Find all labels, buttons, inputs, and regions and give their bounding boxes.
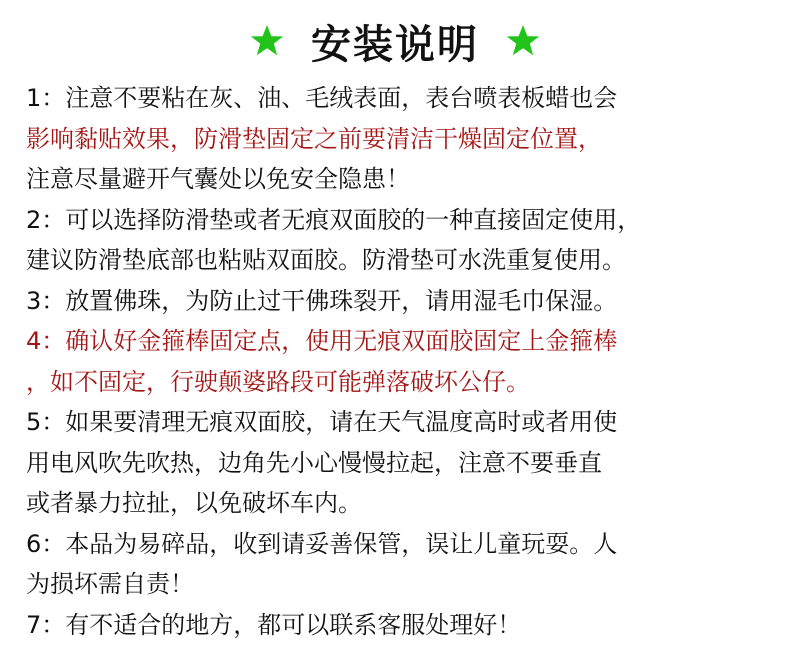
instruction-line: 或者暴力拉扯，以免破坏车内。 — [26, 489, 362, 517]
star-icon — [505, 23, 541, 59]
instruction-line: 7：有不适合的地方，都可以联系客服处理好！ — [26, 610, 522, 639]
instruction-line: 5：如果要清理无痕双面胶，请在天气温度高时或者用使 — [26, 408, 618, 436]
header — [0, 8, 790, 74]
instruction-line: 注意尽量避开气囊处以免安全隐患！ — [26, 165, 410, 193]
instruction-list — [26, 78, 776, 645]
instruction-line: 建议防滑垫底部也粘贴双面胶。防滑垫可水洗重复使用。 — [26, 246, 626, 274]
instruction-line: 6：本品为易碎品，收到请妥善保管，误让儿童玩耍。人 — [26, 529, 618, 558]
instruction-line: 4：确认好金箍棒固定点，使用无痕双面胶固定上金箍棒 — [26, 327, 618, 355]
page-title: 安装说明 — [311, 20, 479, 68]
instruction-line: 1：注意不要粘在灰、油、毛绒表面，表台喷表板蜡也会 — [26, 84, 618, 112]
instruction-line: 2：可以选择防滑垫或者无痕双面胶的一种直接固定使用， — [26, 205, 642, 234]
instruction-line: 用电风吹先吹热，边角先小心慢慢拉起，注意不要垂直 — [26, 448, 602, 477]
instruction-line: 为损坏需自责！ — [26, 570, 194, 598]
instruction-line: 影响黏贴效果，防滑垫固定之前要清洁干燥固定位置， — [26, 124, 602, 153]
instruction-line: ，如不固定，行驶颠婆路段可能弹落破坏公仔。 — [26, 367, 530, 396]
star-icon — [249, 23, 285, 59]
instruction-line: 3：放置佛珠，为防止过干佛珠裂开，请用湿毛巾保湿。 — [26, 286, 618, 315]
